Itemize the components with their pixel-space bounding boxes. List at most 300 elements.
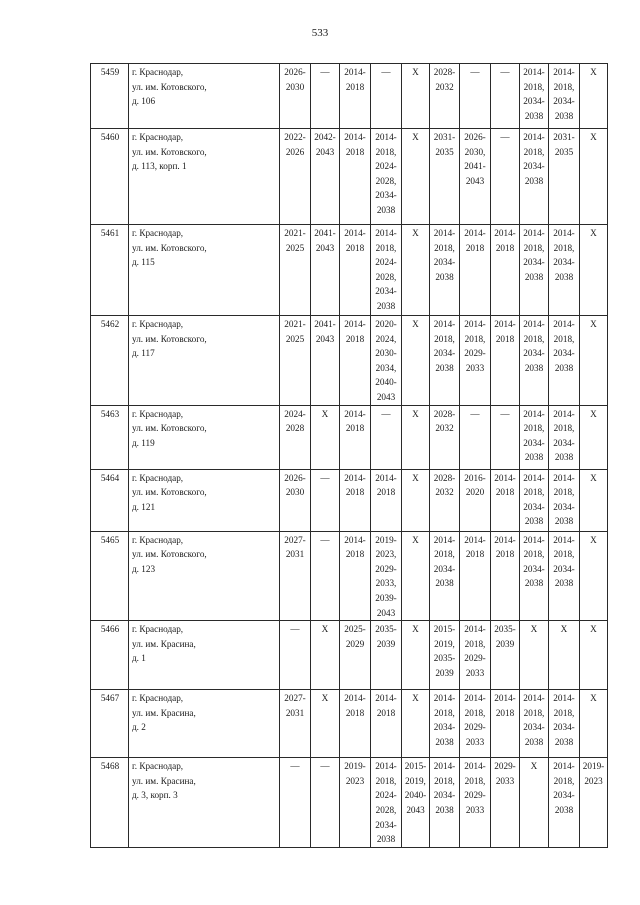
- period-cell: [280, 405, 311, 469]
- period-line: 2038: [554, 110, 574, 121]
- period-line: 2014-: [344, 408, 366, 419]
- period-cell: [311, 225, 340, 316]
- period-cell: [549, 225, 580, 316]
- period-line: 2034-: [433, 563, 456, 574]
- period-line: —: [500, 67, 510, 77]
- period-line: 2034-: [433, 348, 456, 359]
- period-cell: [580, 758, 608, 848]
- period-cell: [549, 531, 580, 621]
- period-line: 2031-: [433, 132, 456, 142]
- period-line: 2014-: [464, 319, 486, 329]
- period-line: 2020: [465, 487, 485, 498]
- period-cell: [430, 405, 460, 469]
- period-line: 2018,: [553, 333, 575, 344]
- period-line: 2034-: [553, 722, 575, 733]
- period-line: 2018,: [434, 333, 455, 344]
- period-line: 2018,: [553, 549, 575, 560]
- period-cell: [402, 64, 430, 129]
- period-line: Х: [590, 67, 597, 77]
- address-line: г. Краснодар,: [132, 67, 184, 77]
- period-line: 2014-: [494, 534, 516, 545]
- period-line: 2038: [435, 804, 454, 815]
- period-line: 2018,: [434, 549, 455, 560]
- period-line: 2034-: [523, 437, 545, 448]
- period-line: 2014-: [464, 228, 486, 238]
- period-cell: [311, 405, 340, 469]
- period-line: Х: [412, 228, 419, 238]
- period-cell: [460, 316, 491, 406]
- period-line: 2026-: [464, 132, 486, 142]
- address-cell: [129, 405, 280, 469]
- period-line: 2034-: [553, 501, 575, 512]
- period-line: 2039-: [375, 592, 397, 603]
- address-line: ул. им. Котовского,: [132, 549, 207, 560]
- period-line: 2014-: [523, 228, 545, 238]
- period-line: 2033,: [375, 578, 397, 589]
- period-cell: [402, 129, 430, 225]
- period-line: Х: [412, 534, 419, 545]
- period-line: 2018: [465, 242, 485, 253]
- period-cell: [520, 690, 549, 758]
- period-cell: [402, 690, 430, 758]
- period-cell: [371, 129, 402, 225]
- period-cell: [371, 64, 402, 129]
- period-line: 2029-: [464, 790, 486, 801]
- period-line: 2034-: [523, 96, 545, 107]
- period-line: 2014-: [494, 693, 516, 704]
- period-line: 2018,: [553, 707, 575, 718]
- period-cell: [491, 531, 520, 621]
- period-line: 2018,: [523, 146, 545, 157]
- period-line: 2014-: [523, 534, 545, 545]
- period-cell: [280, 690, 311, 758]
- period-line: 2025: [285, 242, 305, 253]
- period-line: —: [500, 132, 510, 142]
- period-line: 2025: [285, 333, 305, 344]
- period-line: 2038: [435, 362, 454, 373]
- period-line: 2033: [465, 362, 485, 373]
- housing-schedule-table: [90, 63, 608, 848]
- period-line: 2014-: [375, 761, 397, 772]
- period-line: 2015-: [433, 624, 456, 635]
- period-cell: [402, 531, 430, 621]
- period-line: 2014-: [344, 132, 366, 142]
- period-cell: [280, 531, 311, 621]
- period-cell: [580, 225, 608, 316]
- period-line: 2018,: [523, 549, 545, 560]
- period-line: 2038: [554, 804, 574, 815]
- period-line: 2035-: [375, 624, 397, 635]
- table-row: [91, 531, 608, 621]
- address-line: д. 3, корп. 3: [132, 790, 178, 801]
- period-line: 2014-: [344, 67, 366, 77]
- period-line: 2038: [554, 452, 574, 463]
- period-line: 2034-: [375, 819, 397, 830]
- address-line: ул. им. Котовского,: [132, 81, 207, 92]
- address-line: г. Краснодар,: [132, 132, 184, 142]
- period-line: 2019,: [434, 638, 455, 649]
- period-line: 2034-: [375, 190, 397, 201]
- period-line: 2043: [465, 175, 485, 186]
- table-row: [91, 621, 608, 690]
- period-line: 2029-: [375, 563, 397, 574]
- period-cell: [520, 531, 549, 621]
- address-cell: [129, 64, 280, 129]
- period-cell: [549, 690, 580, 758]
- period-cell: [460, 64, 491, 129]
- period-cell: [371, 758, 402, 848]
- period-line: 2018,: [375, 146, 397, 157]
- period-line: 2030: [285, 487, 305, 498]
- period-line: 2019-: [344, 761, 366, 772]
- address-line: ул. им. Котовского,: [132, 333, 207, 344]
- period-line: 2038: [376, 834, 396, 845]
- period-line: 2043: [376, 391, 396, 402]
- period-cell: [280, 469, 311, 531]
- period-line: 2034-: [523, 348, 545, 359]
- period-line: 2040-: [375, 377, 397, 388]
- period-line: —: [320, 534, 330, 545]
- period-line: Х: [412, 132, 419, 142]
- row-number: 5467: [91, 690, 129, 758]
- period-line: 2019,: [405, 775, 426, 786]
- period-line: 2018,: [523, 81, 545, 92]
- address-line: ул. им. Красина,: [132, 707, 196, 718]
- period-cell: [280, 64, 311, 129]
- address-line: д. 117: [132, 348, 155, 359]
- period-line: 2014-: [375, 472, 397, 483]
- period-line: 2018,: [553, 242, 575, 253]
- period-line: 2014-: [464, 761, 486, 772]
- period-line: 2018: [376, 487, 396, 498]
- period-line: —: [470, 408, 480, 419]
- period-line: 2014-: [553, 693, 575, 704]
- period-line: 2018,: [375, 242, 397, 253]
- period-line: 2038: [376, 204, 396, 215]
- period-line: 2038: [554, 362, 574, 373]
- period-line: 2014-: [464, 693, 486, 704]
- period-cell: [460, 129, 491, 225]
- period-cell: [340, 225, 371, 316]
- period-line: 2028,: [375, 175, 397, 186]
- address-cell: [129, 316, 280, 406]
- period-line: 2014-: [375, 132, 397, 142]
- period-line: 2032: [435, 81, 454, 92]
- address-cell: [129, 690, 280, 758]
- period-line: Х: [590, 319, 597, 329]
- period-cell: [549, 621, 580, 690]
- address-line: д. 115: [132, 257, 155, 268]
- period-line: 2034-: [553, 790, 575, 801]
- period-line: 2014-: [344, 693, 366, 704]
- period-line: 2038: [376, 300, 396, 311]
- period-line: Х: [590, 132, 597, 142]
- period-line: 2034-: [375, 286, 397, 297]
- period-cell: [520, 316, 549, 406]
- period-cell: [340, 690, 371, 758]
- period-line: 2014-: [523, 693, 545, 704]
- period-line: 2028: [285, 423, 305, 434]
- period-cell: [340, 405, 371, 469]
- period-line: 2043: [315, 146, 335, 157]
- period-line: 2014-: [375, 693, 397, 704]
- period-cell: [491, 621, 520, 690]
- period-cell: [430, 690, 460, 758]
- period-cell: [402, 316, 430, 406]
- period-line: 2018: [345, 707, 365, 718]
- period-cell: [491, 758, 520, 848]
- period-line: 2030,: [464, 146, 486, 157]
- period-line: 2038: [524, 175, 544, 186]
- period-cell: [430, 64, 460, 129]
- address-line: ул. им. Котовского,: [132, 423, 207, 434]
- period-line: 2024-: [375, 790, 397, 801]
- period-line: —: [320, 472, 330, 483]
- period-line: 2033: [465, 736, 485, 747]
- period-line: Х: [590, 472, 597, 483]
- period-line: 2018,: [553, 775, 575, 786]
- address-line: д. 1: [132, 653, 146, 664]
- table-row: [91, 316, 608, 406]
- row-number: 5465: [91, 531, 129, 621]
- period-cell: [402, 469, 430, 531]
- period-line: 2038: [554, 271, 574, 282]
- period-line: 2034-: [433, 257, 456, 268]
- period-cell: [549, 316, 580, 406]
- period-line: Х: [412, 408, 419, 419]
- period-line: 2018,: [523, 487, 545, 498]
- period-line: 2041-: [464, 161, 486, 172]
- period-line: 2028-: [433, 472, 456, 483]
- address-cell: [129, 758, 280, 848]
- period-line: 2034-: [553, 348, 575, 359]
- period-line: 2038: [524, 736, 544, 747]
- period-line: 2014-: [553, 534, 575, 545]
- period-line: 2014-: [553, 472, 575, 483]
- period-line: Х: [412, 319, 419, 329]
- period-line: 2018: [345, 333, 365, 344]
- period-line: —: [320, 67, 330, 77]
- period-line: 2014-: [433, 319, 456, 329]
- period-cell: [580, 690, 608, 758]
- period-cell: [580, 64, 608, 129]
- period-line: 2031: [285, 549, 305, 560]
- period-line: 2018: [345, 423, 365, 434]
- period-cell: [311, 64, 340, 129]
- period-cell: [580, 621, 608, 690]
- period-cell: [430, 316, 460, 406]
- period-line: 2034-: [523, 257, 545, 268]
- row-number: 5463: [91, 405, 129, 469]
- period-cell: [340, 469, 371, 531]
- period-line: Х: [321, 693, 329, 704]
- period-line: 2014-: [375, 228, 397, 238]
- period-line: 2043: [376, 607, 396, 618]
- address-line: ул. им. Красина,: [132, 638, 196, 649]
- period-line: 2027-: [284, 534, 306, 545]
- period-line: 2018,: [523, 242, 545, 253]
- address-cell: [129, 621, 280, 690]
- period-line: 2014-: [553, 228, 575, 238]
- address-line: ул. им. Котовского,: [132, 146, 207, 157]
- period-line: 2018: [345, 146, 365, 157]
- period-cell: [460, 531, 491, 621]
- period-line: 2034-: [523, 161, 545, 172]
- period-cell: [430, 621, 460, 690]
- period-line: 2030: [285, 81, 305, 92]
- row-number: 5460: [91, 129, 129, 225]
- period-line: 2018,: [523, 423, 545, 434]
- period-cell: [371, 225, 402, 316]
- period-cell: [371, 405, 402, 469]
- period-line: 2014-: [433, 534, 456, 545]
- period-line: 2018: [495, 707, 515, 718]
- address-line: ул. им. Красина,: [132, 775, 196, 786]
- period-cell: [460, 621, 491, 690]
- period-line: 2029-: [464, 653, 486, 664]
- period-line: 2019-: [375, 534, 397, 545]
- address-cell: [129, 531, 280, 621]
- period-line: 2014-: [553, 67, 575, 77]
- period-line: 2014-: [433, 228, 456, 238]
- address-line: г. Краснодар,: [132, 228, 184, 238]
- period-line: 2029-: [494, 761, 516, 772]
- period-line: —: [381, 408, 391, 419]
- address-line: д. 119: [132, 437, 155, 448]
- period-cell: [340, 621, 371, 690]
- period-line: 2022-: [284, 132, 306, 142]
- period-line: Х: [412, 693, 419, 704]
- period-cell: [340, 531, 371, 621]
- period-line: 2033: [465, 804, 485, 815]
- period-line: 2031: [285, 707, 305, 718]
- period-line: 2014-: [553, 319, 575, 329]
- period-line: Х: [590, 693, 597, 704]
- period-cell: [311, 621, 340, 690]
- period-cell: [491, 405, 520, 469]
- period-line: 2018: [495, 549, 515, 560]
- period-line: 2034-: [433, 790, 456, 801]
- period-line: 2018,: [523, 333, 545, 344]
- period-line: 2038: [435, 578, 454, 589]
- period-cell: [520, 405, 549, 469]
- period-line: Х: [590, 408, 597, 419]
- period-line: 2024,: [375, 333, 397, 344]
- period-line: 2039: [495, 638, 515, 649]
- period-line: 2018: [345, 549, 365, 560]
- period-cell: [520, 621, 549, 690]
- period-line: 2034-: [523, 722, 545, 733]
- period-line: 2014-: [553, 408, 575, 419]
- period-line: 2014-: [523, 67, 545, 77]
- period-line: 2038: [554, 736, 574, 747]
- period-cell: [280, 621, 311, 690]
- period-line: 2014-: [433, 693, 456, 704]
- period-cell: [430, 469, 460, 531]
- period-cell: [549, 405, 580, 469]
- period-line: —: [381, 67, 391, 77]
- period-line: 2034-: [553, 257, 575, 268]
- period-line: 2040-: [404, 790, 427, 801]
- period-line: 2026-: [284, 67, 306, 77]
- period-line: 2028-: [433, 67, 456, 77]
- period-cell: [402, 225, 430, 316]
- period-line: 2014-: [523, 408, 545, 419]
- period-line: 2028,: [375, 804, 397, 815]
- period-cell: [520, 129, 549, 225]
- address-line: д. 113, корп. 1: [132, 161, 187, 172]
- period-line: 2032: [435, 423, 454, 434]
- period-line: 2028,: [375, 271, 397, 282]
- period-line: Х: [321, 624, 329, 635]
- address-line: д. 123: [132, 563, 156, 574]
- period-cell: [280, 316, 311, 406]
- address-line: г. Краснодар,: [132, 693, 184, 704]
- period-line: 2043: [406, 804, 425, 815]
- period-line: —: [290, 761, 300, 772]
- period-line: 2035: [435, 146, 454, 157]
- table-row: [91, 225, 608, 316]
- period-line: 2035-: [433, 653, 456, 664]
- period-cell: [311, 690, 340, 758]
- period-line: 2018: [345, 81, 365, 92]
- period-line: 2018,: [434, 775, 455, 786]
- period-cell: [491, 129, 520, 225]
- period-line: 2025-: [344, 624, 366, 635]
- period-cell: [580, 531, 608, 621]
- period-line: 2028-: [433, 408, 456, 419]
- period-line: 2034-: [433, 722, 456, 733]
- period-line: 2014-: [494, 319, 516, 329]
- period-line: 2014-: [553, 761, 575, 772]
- period-cell: [280, 129, 311, 225]
- period-line: 2035: [554, 146, 574, 157]
- period-cell: [430, 129, 460, 225]
- address-line: ул. им. Котовского,: [132, 487, 207, 498]
- period-line: 2034,: [375, 362, 397, 373]
- period-line: 2024-: [284, 408, 306, 419]
- period-line: 2041-: [314, 228, 336, 238]
- period-line: 2018: [495, 487, 515, 498]
- period-line: 2029: [345, 638, 365, 649]
- period-cell: [520, 64, 549, 129]
- period-line: 2038: [435, 271, 454, 282]
- address-line: д. 121: [132, 501, 156, 512]
- period-cell: [402, 621, 430, 690]
- period-cell: [491, 469, 520, 531]
- page-number: 533: [311, 27, 329, 39]
- period-line: 2018,: [464, 707, 486, 718]
- period-cell: [460, 469, 491, 531]
- row-number: 5464: [91, 469, 129, 531]
- period-line: 2023: [345, 775, 365, 786]
- period-line: 2014-: [344, 228, 366, 238]
- row-number: 5468: [91, 758, 129, 848]
- period-cell: [311, 469, 340, 531]
- period-line: 2019-: [582, 761, 605, 772]
- period-line: 2034-: [523, 563, 545, 574]
- period-line: 2021-: [284, 228, 306, 238]
- period-line: 2039: [435, 667, 454, 678]
- period-line: 2018,: [464, 775, 486, 786]
- period-line: 2018,: [553, 81, 575, 92]
- period-line: 2043: [315, 242, 335, 253]
- period-line: 2024-: [375, 257, 397, 268]
- period-line: 2018,: [375, 775, 397, 786]
- period-line: 2016-: [464, 472, 486, 483]
- address-line: д. 2: [132, 722, 146, 733]
- period-line: 2015-: [404, 761, 427, 772]
